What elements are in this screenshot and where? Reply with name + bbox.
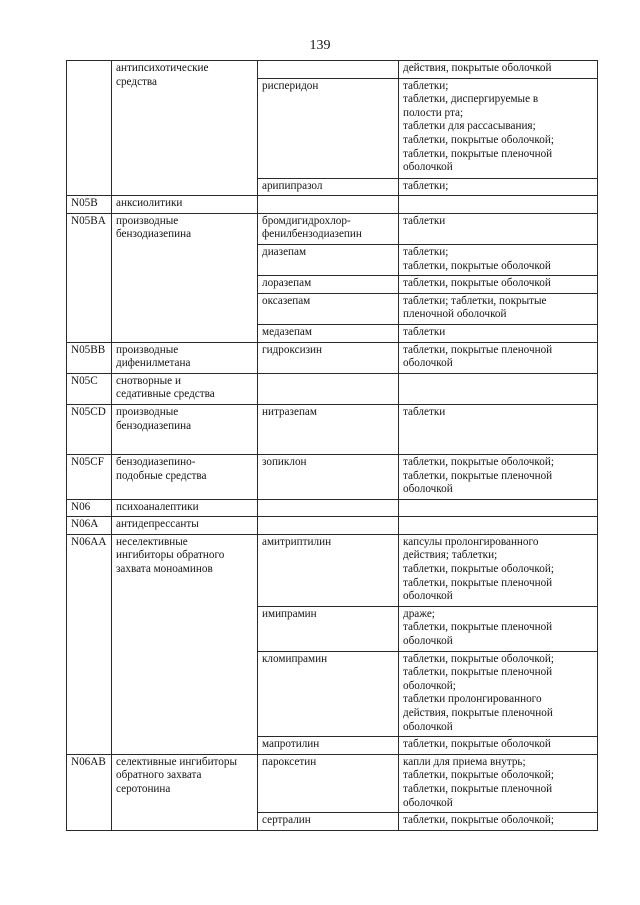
atc-code: N05C — [71, 374, 98, 387]
drug-name: амитриптилин — [262, 535, 332, 548]
drug-cell — [258, 293, 399, 324]
drug-name: кломипрамин — [262, 652, 328, 665]
atc-code: N05CD — [71, 405, 106, 418]
dosage-form-cell — [399, 293, 598, 324]
drug-name: сертралин — [262, 814, 311, 827]
group-name-line: дифенилметана — [116, 357, 191, 370]
dosage-form-cell — [399, 342, 598, 373]
drug-cell — [258, 499, 399, 517]
dosage-form-line: таблетки, покрытые оболочкой — [403, 259, 551, 272]
dosage-form-line: оболочкой — [403, 590, 453, 603]
dosage-form-line: таблетки — [403, 405, 446, 418]
dosage-form-cell — [399, 324, 598, 342]
atc-code-cell — [67, 213, 112, 342]
table-row — [67, 61, 598, 79]
table-row — [67, 517, 598, 535]
drug-name: мапротилин — [262, 738, 320, 751]
group-name-line: бензодиазепина — [116, 228, 192, 241]
group-cell — [112, 373, 258, 404]
group-name-line: бензодиазепино- — [116, 455, 196, 468]
dosage-form-cell — [399, 276, 598, 294]
table-row — [67, 342, 598, 373]
dosage-form-line: таблетки, покрытые оболочкой — [403, 277, 551, 290]
drug-cell — [258, 213, 399, 244]
dosage-form-cell — [399, 651, 598, 737]
table-row — [67, 534, 598, 606]
dosage-form-line: таблетки, покрытые пленочной — [403, 576, 553, 589]
dosage-form-line: действия; таблетки; — [403, 549, 498, 562]
dosage-form-line: действия, покрытые оболочкой — [403, 62, 552, 74]
atc-code: N05BB — [71, 343, 106, 356]
dosage-form-line: таблетки, покрытые оболочкой — [403, 738, 551, 751]
group-cell — [112, 454, 258, 499]
dosage-form-line: таблетки — [403, 214, 446, 227]
atc-code-cell — [67, 534, 112, 754]
group-cell — [112, 404, 258, 454]
atc-code-cell — [67, 454, 112, 499]
dosage-form-line: таблетки пролонгированного — [403, 693, 542, 706]
atc-code: N05CF — [71, 455, 104, 468]
drug-cell — [258, 534, 399, 606]
atc-code: N06AB — [71, 755, 106, 768]
drug-name: медазепам — [262, 325, 312, 338]
drug-cell — [258, 737, 399, 755]
atc-code-cell — [67, 499, 112, 517]
table-row — [67, 373, 598, 404]
group-cell — [112, 517, 258, 535]
drug-cell — [258, 61, 399, 79]
drug-cell — [258, 754, 399, 812]
group-name-line: неселективные — [116, 535, 188, 548]
drug-cell — [258, 373, 399, 404]
table-row — [67, 404, 598, 454]
atc-code: N06A — [71, 518, 99, 531]
table-row — [67, 454, 598, 499]
dosage-form-cell — [399, 213, 598, 244]
group-name-line: ингибиторы обратного — [116, 549, 225, 562]
group-cell — [112, 196, 258, 214]
dosage-form-cell — [399, 78, 598, 178]
drug-cell — [258, 78, 399, 178]
dosage-form-cell — [399, 737, 598, 755]
group-name-line: снотворные и — [116, 374, 181, 387]
dosage-form-line: таблетки; — [403, 179, 449, 192]
table-row — [67, 499, 598, 517]
table-row — [67, 754, 598, 812]
drug-name: диазепам — [262, 245, 307, 258]
drug-name: арипипразол — [262, 179, 323, 192]
dosage-form-line: таблетки, покрытые оболочкой; — [403, 814, 554, 827]
dosage-form-line: таблетки — [403, 325, 446, 338]
drug-cell — [258, 342, 399, 373]
dosage-form-line: таблетки, покрытые пленочной — [403, 666, 553, 679]
group-name-line: селективные ингибиторы — [116, 755, 238, 768]
dosage-form-cell — [399, 754, 598, 812]
dosage-form-cell — [399, 534, 598, 606]
group-cell — [112, 534, 258, 754]
drug-cell — [258, 517, 399, 535]
group-name-line: антидепрессанты — [116, 518, 199, 531]
dosage-form-cell — [399, 244, 598, 275]
drug-cell — [258, 276, 399, 294]
atc-code-cell — [67, 196, 112, 214]
dosage-form-line: капсулы пролонгированного — [403, 535, 539, 548]
dosage-form-line: таблетки, покрытые пленочной — [403, 621, 553, 634]
atc-code: N06 — [71, 500, 91, 513]
dosage-form-line: оболочкой — [403, 161, 453, 174]
atc-code: N06AA — [71, 535, 107, 548]
atc-code: N05BA — [71, 214, 106, 227]
atc-code-cell — [67, 342, 112, 373]
drug-cell — [258, 606, 399, 651]
group-name-line: производные — [116, 343, 179, 356]
dosage-form-cell — [399, 196, 598, 214]
dosage-form-line: таблетки, диспергируемые в — [403, 93, 539, 106]
drug-cell — [258, 178, 399, 196]
dosage-form-line: таблетки; таблетки, покрытые — [403, 294, 547, 307]
drug-name: бромдигидрохлор- — [262, 214, 351, 227]
dosage-form-cell — [399, 404, 598, 454]
dosage-form-line: таблетки, покрытые пленочной — [403, 782, 553, 795]
dosage-form-cell — [399, 813, 598, 831]
dosage-form-line: таблетки, покрытые пленочной — [403, 343, 553, 356]
drug-name: фенилбензодиазепин — [262, 228, 362, 241]
drug-name: имипрамин — [262, 607, 317, 620]
dosage-form-cell — [399, 606, 598, 651]
atc-code-cell — [67, 61, 112, 196]
page-number: 139 — [309, 38, 331, 53]
group-name-line: бензодиазепина — [116, 419, 192, 432]
dosage-form-line: полости рта; — [403, 106, 464, 119]
group-cell — [112, 754, 258, 830]
group-name-line: психоаналептики — [116, 500, 199, 513]
group-name-line: антипсихотические — [116, 62, 209, 74]
dosage-form-cell — [399, 373, 598, 404]
dosage-form-line: оболочкой — [403, 635, 453, 648]
drug-name: гидроксизин — [262, 343, 322, 356]
atc-code-cell — [67, 517, 112, 535]
dosage-form-line: таблетки, покрытые оболочкой; — [403, 133, 554, 146]
dosage-form-line: таблетки, покрытые пленочной — [403, 147, 553, 160]
drug-cell — [258, 324, 399, 342]
drug-name: пароксетин — [262, 755, 317, 768]
dosage-form-line: оболочкой — [403, 483, 453, 496]
drug-cell — [258, 404, 399, 454]
drug-name: лоразепам — [262, 277, 312, 290]
drug-cell — [258, 244, 399, 275]
dosage-form-line: оболочкой — [403, 357, 453, 370]
dosage-form-line: оболочкой; — [403, 679, 456, 692]
dosage-form-cell — [399, 454, 598, 499]
dosage-form-cell — [399, 517, 598, 535]
table-row — [67, 196, 598, 214]
group-name-line: производные — [116, 405, 179, 418]
atc-code-cell — [67, 404, 112, 454]
dosage-form-line: драже; — [403, 607, 435, 620]
group-name-line: серотонина — [116, 782, 171, 795]
drug-cell — [258, 813, 399, 831]
group-name-line: захвата моноаминов — [116, 563, 213, 576]
drug-name: нитразепам — [262, 405, 317, 418]
dosage-form-line: таблетки, покрытые оболочкой; — [403, 563, 554, 576]
dosage-form-line: таблетки, покрытые оболочкой; — [403, 769, 554, 782]
atc-code: N05B — [71, 197, 98, 210]
dosage-form-line: таблетки, покрытые оболочкой; — [403, 652, 554, 665]
group-cell — [112, 342, 258, 373]
group-name-line: средства — [116, 75, 158, 88]
group-name-line: седативные средства — [116, 388, 215, 401]
table-row — [67, 213, 598, 244]
dosage-form-line: таблетки; — [403, 245, 449, 258]
drug-cell — [258, 196, 399, 214]
dosage-form-line: оболочкой — [403, 720, 453, 733]
dosage-form-cell — [399, 499, 598, 517]
dosage-form-line: оболочкой — [403, 796, 453, 809]
dosage-form-line: таблетки; — [403, 79, 449, 92]
atc-code-cell — [67, 754, 112, 830]
drug-classification-table — [66, 60, 598, 831]
atc-code-cell — [67, 373, 112, 404]
drug-cell — [258, 651, 399, 737]
group-name-line: подобные средства — [116, 469, 207, 482]
group-name-line: обратного захвата — [116, 769, 202, 782]
dosage-form-line: таблетки, покрытые пленочной — [403, 469, 553, 482]
drug-name: рисперидон — [262, 79, 319, 92]
group-cell — [112, 499, 258, 517]
drug-name: зопиклон — [262, 455, 307, 468]
dosage-form-line: таблетки для рассасывания; — [403, 120, 536, 133]
dosage-form-cell — [399, 61, 598, 79]
dosage-form-line: капли для приема внутрь; — [403, 755, 526, 768]
group-name-line: анксиолитики — [116, 197, 183, 210]
dosage-form-line: таблетки, покрытые оболочкой; — [403, 455, 554, 468]
group-cell — [112, 61, 258, 196]
group-name-line: производные — [116, 214, 179, 227]
dosage-form-line: действия, покрытые пленочной — [403, 707, 553, 719]
group-cell — [112, 213, 258, 342]
dosage-form-cell — [399, 178, 598, 196]
drug-cell — [258, 454, 399, 499]
drug-name: оксазепам — [262, 294, 311, 307]
dosage-form-line: пленочной оболочкой — [403, 308, 507, 321]
